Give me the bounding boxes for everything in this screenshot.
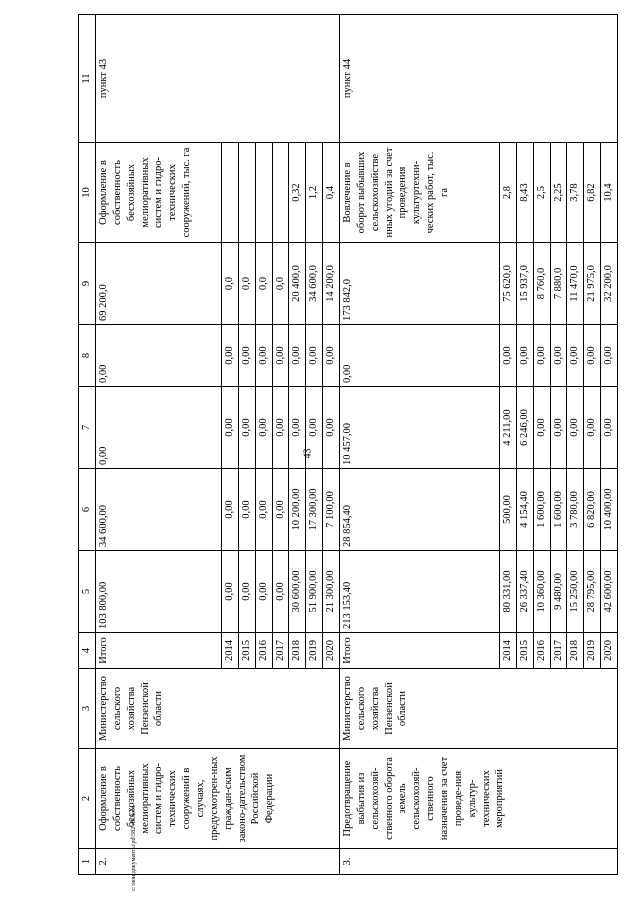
year-c6: 6 820,00 — [584, 469, 601, 551]
year-c7: 0,00 — [601, 387, 618, 469]
row-number: 3. — [340, 849, 618, 875]
year-c5: 15 250,00 — [567, 551, 584, 633]
year-c5: 42 600,00 — [601, 551, 618, 633]
total-c7: 10 457,00 — [340, 387, 500, 469]
table-row-total — [340, 15, 500, 875]
year-c5: 0,00 — [238, 551, 255, 633]
year-c9: 20 400,0 — [289, 243, 306, 325]
total-c5: 213 153,40 — [340, 551, 500, 633]
year-c9: 14 200,0 — [323, 243, 340, 325]
year-c7: 0,00 — [272, 387, 289, 469]
year-c10: 10,4 — [601, 143, 618, 243]
year-c7: 0,00 — [255, 387, 272, 469]
year-c9: 8 760,0 — [533, 243, 550, 325]
indicator: Оформление в собственность бесхозяйных мелиоративных систем и гидро-технических сооружений, тыс. га — [96, 143, 222, 243]
year-c6: 0,00 — [238, 469, 255, 551]
year-c6: 1 600,00 — [533, 469, 550, 551]
year-c7: 0,00 — [533, 387, 550, 469]
year-c7: 0,00 — [306, 387, 323, 469]
total-c8: 0,00 — [96, 325, 222, 387]
col-header-2: 2 — [79, 749, 96, 849]
year-c6: 4 154,40 — [516, 469, 533, 551]
measure-name: Предотвращение выбытия из сельскохозяй-ственного оборота земель сельскохозяй-ственного назначения за счет проведе-ния культур-технических мероприятий — [340, 749, 618, 849]
year-c5: 9 480,00 — [550, 551, 567, 633]
year: 2014 — [222, 633, 239, 669]
year-c9: 0,0 — [238, 243, 255, 325]
year-c6: 500,00 — [500, 469, 517, 551]
col-header-8: 8 — [79, 325, 96, 387]
year-c6: 3 780,00 — [567, 469, 584, 551]
header-row — [79, 15, 96, 875]
year-c5: 0,00 — [222, 551, 239, 633]
year-c10: 6,82 — [584, 143, 601, 243]
year: 2019 — [306, 633, 323, 669]
year-c8: 0,00 — [550, 325, 567, 387]
year-c6: 0,00 — [272, 469, 289, 551]
year-c10: 8,43 — [516, 143, 533, 243]
year-c8: 0,00 — [533, 325, 550, 387]
total-c7: 0,00 — [96, 387, 222, 469]
year-c8: 0,00 — [272, 325, 289, 387]
year-c5: 30 600,00 — [289, 551, 306, 633]
year-c5: 0,00 — [272, 551, 289, 633]
total-c6: 28 854,40 — [340, 469, 500, 551]
year-c10: 0,4 — [323, 143, 340, 243]
total-c6: 34 600,00 — [96, 469, 222, 551]
col-header-1: 1 — [79, 849, 96, 875]
year: 2015 — [516, 633, 533, 669]
year-c6: 7 100,00 — [323, 469, 340, 551]
col-header-7: 7 — [79, 387, 96, 469]
year-c5: 28 795,00 — [584, 551, 601, 633]
footer-file-path: c:\мои документы\pd\582-пп.docx — [131, 805, 137, 891]
year-c7: 0,00 — [323, 387, 340, 469]
year-c10 — [222, 143, 239, 243]
year-c6: 10 200,00 — [289, 469, 306, 551]
col-header-9: 9 — [79, 243, 96, 325]
year: 2015 — [238, 633, 255, 669]
executor: Министерство сельского хозяйства Пензенской области — [340, 669, 618, 749]
total-c5: 103 800,00 — [96, 551, 222, 633]
col-header-3: 3 — [79, 669, 96, 749]
year-c6: 0,00 — [255, 469, 272, 551]
year-c6: 10 400,00 — [601, 469, 618, 551]
year: 2019 — [584, 633, 601, 669]
year-c8: 0,00 — [222, 325, 239, 387]
year-c9: 11 470,0 — [567, 243, 584, 325]
year-c10: 2,8 — [500, 143, 517, 243]
total-c9: 69 200,0 — [96, 243, 222, 325]
year-c10: 1,2 — [306, 143, 323, 243]
col-header-11: 11 — [79, 15, 96, 143]
row-number: 2. — [96, 849, 340, 875]
year-c8: 0,00 — [323, 325, 340, 387]
col-header-10: 10 — [79, 143, 96, 243]
year-c9: 0,0 — [222, 243, 239, 325]
year-c8: 0,00 — [238, 325, 255, 387]
year-c9: 32 200,0 — [601, 243, 618, 325]
year: 2016 — [255, 633, 272, 669]
year-c7: 0,00 — [289, 387, 306, 469]
rotated-table-container — [78, 35, 628, 875]
year: 2018 — [289, 633, 306, 669]
year-c10: 0,32 — [289, 143, 306, 243]
year-c10: 3,78 — [567, 143, 584, 243]
col-header-6: 6 — [79, 469, 96, 551]
year-c5: 21 300,00 — [323, 551, 340, 633]
year-c5: 26 337,40 — [516, 551, 533, 633]
year-c7: 6 246,00 — [516, 387, 533, 469]
year-c7: 0,00 — [584, 387, 601, 469]
year-c10: 2,5 — [533, 143, 550, 243]
year-c7: 0,00 — [567, 387, 584, 469]
year-c7: 0,00 — [550, 387, 567, 469]
year-c8: 0,00 — [567, 325, 584, 387]
year-c9: 15 937,0 — [516, 243, 533, 325]
table-row-total — [96, 15, 222, 875]
year: 2017 — [272, 633, 289, 669]
year-c9: 0,0 — [272, 243, 289, 325]
year-c5: 10 360,00 — [533, 551, 550, 633]
year-c9: 75 620,0 — [500, 243, 517, 325]
reference: пункт 44 — [340, 15, 618, 143]
year-c7: 4 211,00 — [500, 387, 517, 469]
year-c8: 0,00 — [255, 325, 272, 387]
year-c8: 0,00 — [516, 325, 533, 387]
year-c9: 34 600,0 — [306, 243, 323, 325]
year-c8: 0,00 — [584, 325, 601, 387]
total-c9: 173 842,0 — [340, 243, 500, 325]
reference: пункт 43 — [96, 15, 340, 143]
year: 2014 — [500, 633, 517, 669]
program-table — [78, 14, 618, 875]
year-c7: 0,00 — [222, 387, 239, 469]
year-c7: 0,00 — [238, 387, 255, 469]
year-c8: 0,00 — [601, 325, 618, 387]
year-c5: 0,00 — [255, 551, 272, 633]
page-number: 43 — [302, 448, 314, 459]
indicator: Вовлечение в оборот выбывших сельскохозяйстве нных угодий за счет проведения культуртехни-ческих работ, тыс. га — [340, 143, 500, 243]
year-c8: 0,00 — [500, 325, 517, 387]
year-c6: 1 600,00 — [550, 469, 567, 551]
measure-name: Оформление в собственность бесхозяйных мелиоративных систем и гидро-технических сооружений в случаях, предусмотрен-ных граждан-ским законо-дательством Российской Федерации — [96, 749, 340, 849]
executor: Министерство сельского хозяйства Пензенской области — [96, 669, 340, 749]
total-label: Итого — [96, 633, 222, 669]
year: 2018 — [567, 633, 584, 669]
total-label: Итого — [340, 633, 500, 669]
year-c10 — [255, 143, 272, 243]
year-c9: 7 880,0 — [550, 243, 567, 325]
col-header-5: 5 — [79, 551, 96, 633]
year-c8: 0,00 — [306, 325, 323, 387]
year-c6: 17 300,00 — [306, 469, 323, 551]
col-header-4: 4 — [79, 633, 96, 669]
year-c10 — [238, 143, 255, 243]
year-c5: 80 331,00 — [500, 551, 517, 633]
year-c10 — [272, 143, 289, 243]
year-c9: 0,0 — [255, 243, 272, 325]
year-c8: 0,00 — [289, 325, 306, 387]
year-c9: 21 975,0 — [584, 243, 601, 325]
year: 2016 — [533, 633, 550, 669]
year-c10: 2,25 — [550, 143, 567, 243]
year-c5: 51 900,00 — [306, 551, 323, 633]
year: 2017 — [550, 633, 567, 669]
year: 2020 — [601, 633, 618, 669]
year-c6: 0,00 — [222, 469, 239, 551]
total-c8: 0,00 — [340, 325, 500, 387]
year: 2020 — [323, 633, 340, 669]
